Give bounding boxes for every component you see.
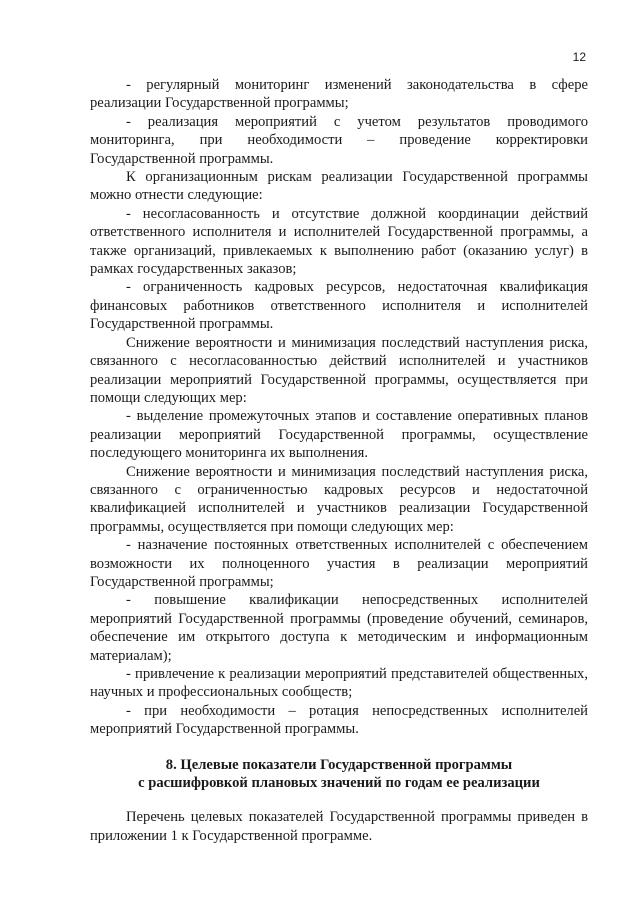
organizational-risks-intro: К организационным рискам реализации Государственной программы можно отнести следующие:	[90, 169, 588, 204]
bullet-community-involvement: - привлечение к реализации мероприятий представителей общественных, научных и профессиональных сообществ;	[90, 666, 588, 701]
bullet-monitoring-adjustment: - реализация мероприятий с учетом результатов проводимого мониторинга, при необходимости – проведение корректировки Государственной программы.	[90, 113, 588, 167]
bullet-rotation: - при необходимости – ротация непосредственных исполнителей мероприятий Государственной программы.	[90, 702, 588, 738]
section-8-heading-line2: с расшифровкой плановых значений по годам ее реализации	[138, 775, 540, 792]
section-8-body: Перечень целевых показателей Государственной программы приведен в приложении 1 к Государственной программе.	[90, 809, 588, 844]
bullet-coordination-risk: - несогласованность и отсутствие должной координации действий ответственного исполнителя и исполнителей Государственной программы, а также организаций, привлекаемых к выполнению работ (оказанию услуг) в рамках государственных заказов;	[90, 205, 588, 278]
bullet-staff-risk: - ограниченность кадровых ресурсов, недостаточная квалификация финансовых работников ответственного исполнителя и исполнителей Государственной программы.	[90, 279, 588, 333]
staff-mitigation-intro: Снижение вероятности и минимизация последствий наступления риска, связанного с ограниченностью кадровых ресурсов и недостаточной квалификацией исполнителей и участников реализации Государственной программы, осуществляется при помощи следующих мер:	[90, 463, 588, 535]
section-8-heading	[90, 756, 588, 793]
bullet-qualification: - повышение квалификации непосредственных исполнителей мероприятий Государственной программы (проведение обучений, семинаров, обеспечение им открытого доступа к методическим и информационным материалам);	[90, 592, 588, 664]
bullet-legislation-monitoring: - регулярный мониторинг изменений законодательства в сфере реализации Государственной программы;	[90, 77, 588, 112]
document-body	[90, 76, 588, 845]
page-number: 12	[572, 50, 586, 64]
coordination-mitigation-intro: Снижение вероятности и минимизация последствий наступления риска, связанного с несогласованностью действий исполнителей и участников реализации мероприятий Государственной программы, осуществляется при помощи следующих мер:	[90, 334, 588, 406]
section-8-heading-line1: 8. Целевые показатели Государственной программы	[165, 756, 513, 773]
bullet-permanent-executors: - назначение постоянных ответственных исполнителей с обеспечением возможности их полноценного участия в реализации мероприятий Государственной программы;	[90, 537, 588, 590]
bullet-interim-stages: - выделение промежуточных этапов и составление оперативных планов реализации мероприятий Государственной программы, осуществление последующего мониторинга их выполнения.	[90, 408, 588, 462]
